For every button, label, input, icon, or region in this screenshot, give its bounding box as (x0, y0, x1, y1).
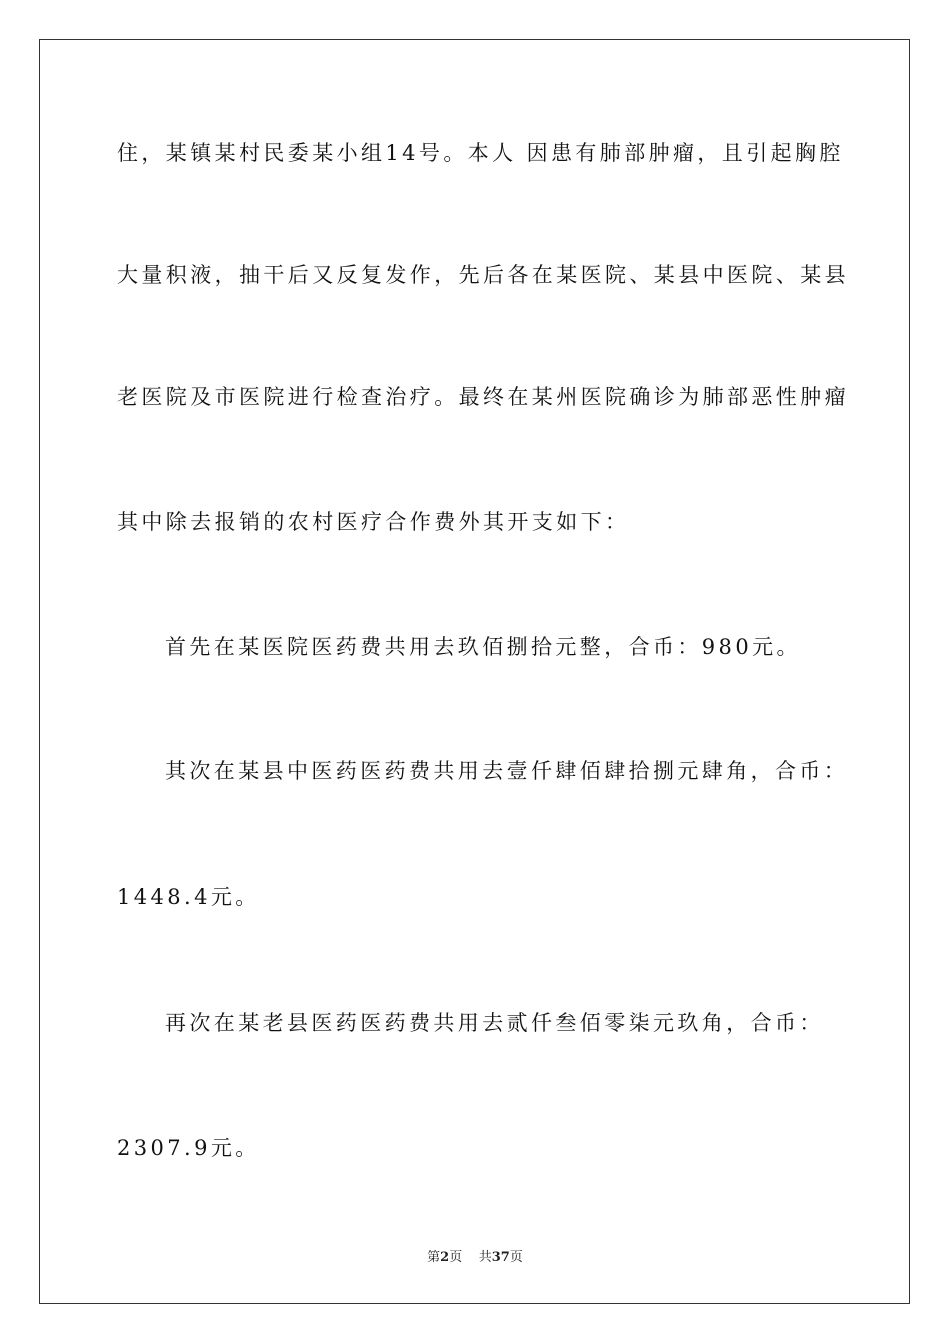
footer-total-prefix: 共 (478, 1250, 492, 1265)
footer-total-pages: 37 (491, 1250, 510, 1265)
paragraph-first-expense: 首先在某医院医药费共用去玖佰捌拾元整，合币：980元。 (165, 635, 801, 659)
body-line-4: 其中除去报销的农村医疗合作费外其开支如下： (117, 510, 630, 534)
page-border (39, 39, 910, 1304)
footer-prefix: 第 (427, 1250, 441, 1265)
paragraph-second-expense: 其次在某县中医药医药费共用去壹仟肆佰肆拾捌元肆角，合币： (165, 759, 849, 783)
page-number-footer (0, 1250, 950, 1266)
footer-page-suffix: 页 (449, 1250, 463, 1265)
body-line-2: 大量积液，抽干后又反复发作，先后各在某医院、某县中医院、某县 (117, 263, 849, 287)
second-expense-amount: 1448.4元。 (117, 885, 260, 909)
footer-page-number: 2 (440, 1250, 450, 1265)
third-expense-amount: 2307.9元。 (117, 1136, 260, 1160)
body-line-3: 老医院及市医院进行检查治疗。最终在某州医院确诊为肺部恶性肿瘤 (117, 385, 849, 409)
body-line-1: 住，某镇某村民委某小组14号。本人 因患有肺部肿瘤，且引起胸腔 (117, 141, 844, 165)
footer-total-suffix: 页 (509, 1250, 523, 1265)
paragraph-third-expense: 再次在某老县医药医药费共用去贰仟叁佰零柒元玖角，合币： (165, 1011, 824, 1035)
